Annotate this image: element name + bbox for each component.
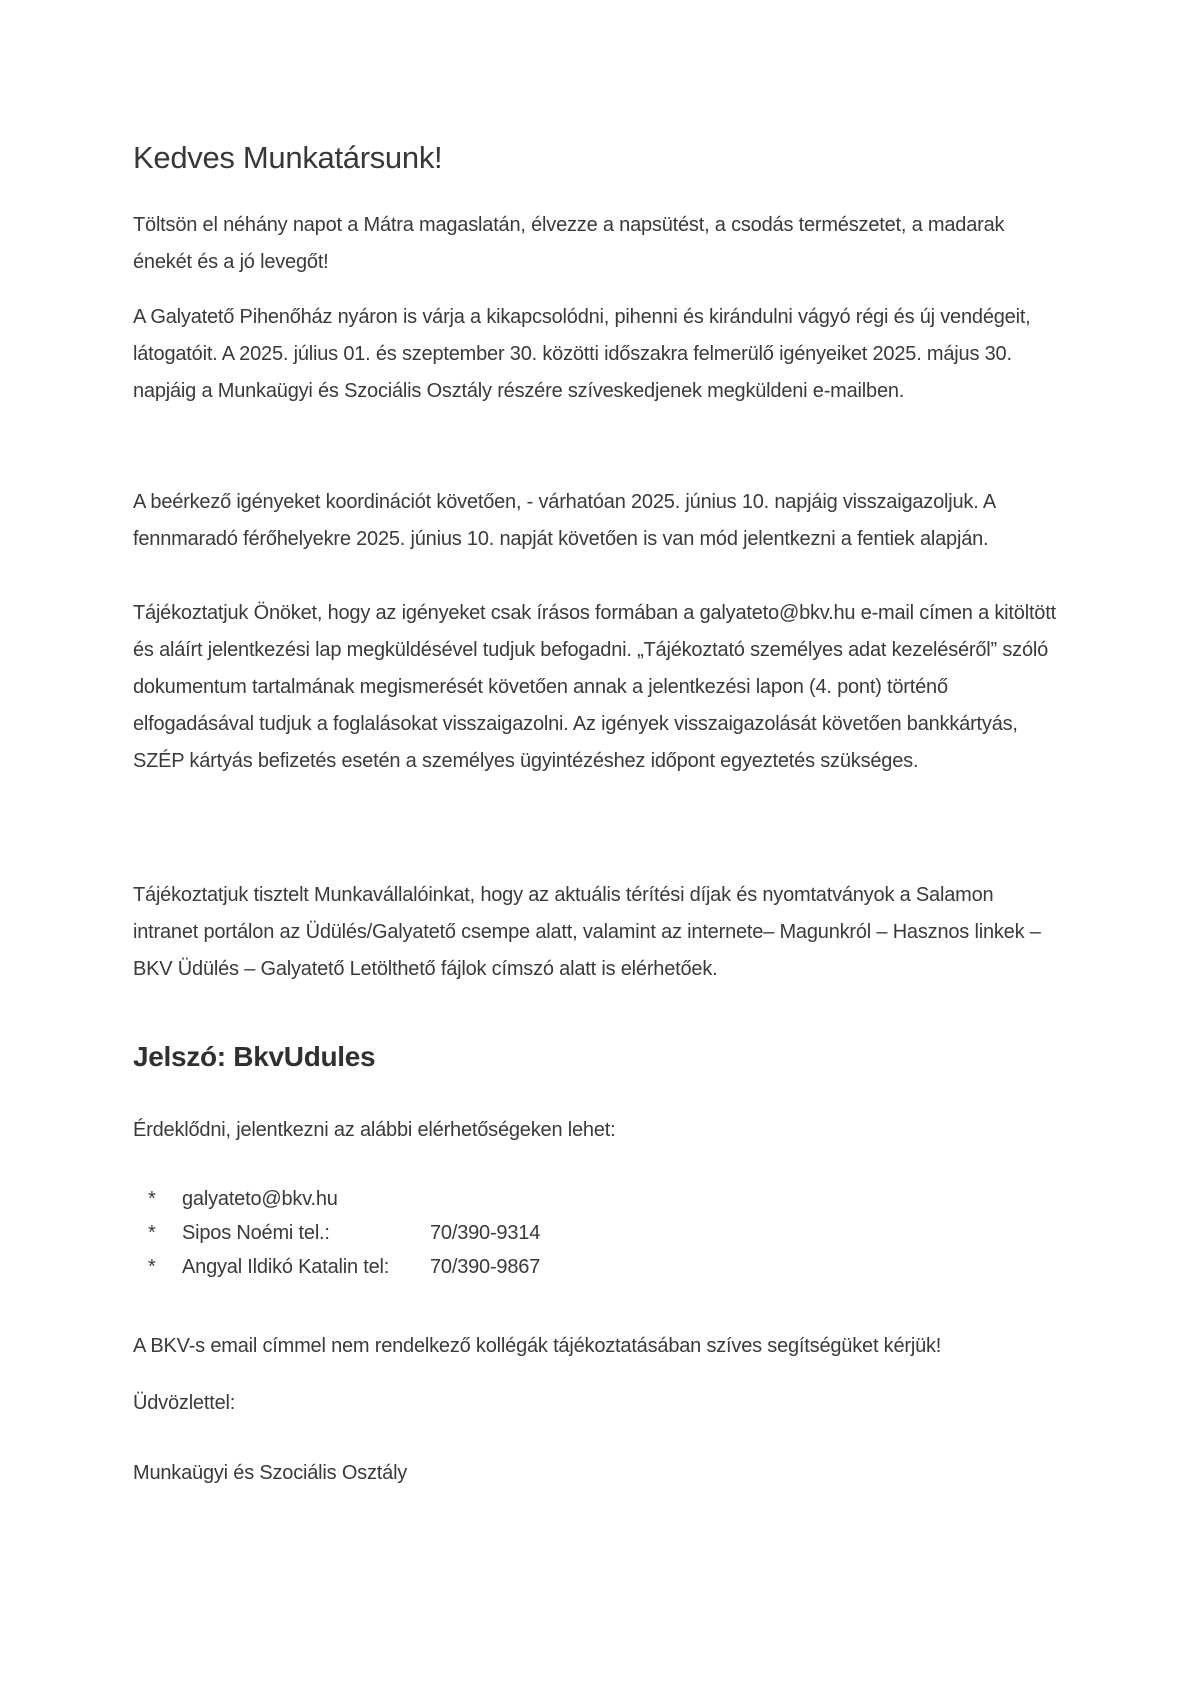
password-heading: Jelszó: BkvUdules <box>133 1041 376 1072</box>
paragraph-application-process: Tájékoztatjuk Önöket, hogy az igényeket csak írásos formában a galyateto@bkv.hu e-mail címen a kitöltött és aláírt jelentkezési lap megküldésével tudjuk befogadni. „Tájékoztató személyes adat kezeléséről” szóló dokumentum tartalmának megismerését követően annak a jelentkezési lapon (4. pont) történő elfogadásával tudjuk a foglalásokat visszaigazolni. Az igények visszaigazolását követően bankkártyás, SZÉP kártyás befizetés esetén a személyes ügyintézéshez időpont egyeztetés szükséges. <box>133 602 1056 772</box>
list-item <box>133 1250 1058 1284</box>
paragraph-help-request: A BKV-s email címmel nem rendelkező kollégák tájékoztatásában szíves segítségüket kérjük! <box>133 1335 942 1357</box>
contact-list <box>133 1182 1058 1284</box>
paragraph-intro: Töltsön el néhány napot a Mátra magaslatán, élvezze a napsütést, a csodás természetet, a madarak énekét és a jó levegőt! <box>133 214 1005 273</box>
document-title: Kedves Munkatársunk! <box>133 140 443 175</box>
signature-department: Munkaügyi és Szociális Osztály <box>133 1462 408 1484</box>
contact-phone: 70/390-9867 <box>430 1256 541 1278</box>
list-item <box>133 1216 1058 1250</box>
contact-name-label: Angyal Ildikó Katalin tel: <box>182 1256 390 1278</box>
contact-name-label: Sipos Noémi tel.: <box>182 1222 330 1244</box>
bullet-asterisk: * <box>148 1222 156 1244</box>
signoff: Üdvözlettel: <box>133 1392 236 1414</box>
contact-intro: Érdeklődni, jelentkezni az alábbi elérhetőségeken lehet: <box>133 1119 616 1141</box>
list-item <box>133 1182 1058 1216</box>
contact-phone: 70/390-9314 <box>430 1222 541 1244</box>
paragraph-booking-period: A Galyatető Pihenőház nyáron is várja a kikapcsolódni, pihenni és kirándulni vágyó régi és új vendégeit, látogatóit. A 2025. július 01. és szeptember 30. közötti időszakra felmerülő igényeiket 2025. május 30. napjáig a Munkaügyi és Szociális Osztály részére szíveskedjenek megküldeni e-mailben. <box>133 306 1031 402</box>
bullet-asterisk: * <box>148 1188 156 1210</box>
paragraph-intranet-info: Tájékoztatjuk tisztelt Munkavállalóinkat, hogy az aktuális térítési díjak és nyomtatványok a Salamon intranet portálon az Üdülés/Galyatető csempe alatt, valamint az internete– Magunkról – Hasznos linkek – BKV Üdülés – Galyatető Letölthető fájlok címszó alatt is elérhetőek. <box>133 884 1041 980</box>
contact-email: galyateto@bkv.hu <box>182 1188 338 1210</box>
bullet-asterisk: * <box>148 1256 156 1278</box>
paragraph-confirmation: A beérkező igényeket koordinációt követően, - várhatóan 2025. június 10. napjáig visszaigazoljuk. A fennmaradó férőhelyekre 2025. június 10. napját követően is van mód jelentkezni a fentiek alapján. <box>133 491 995 550</box>
